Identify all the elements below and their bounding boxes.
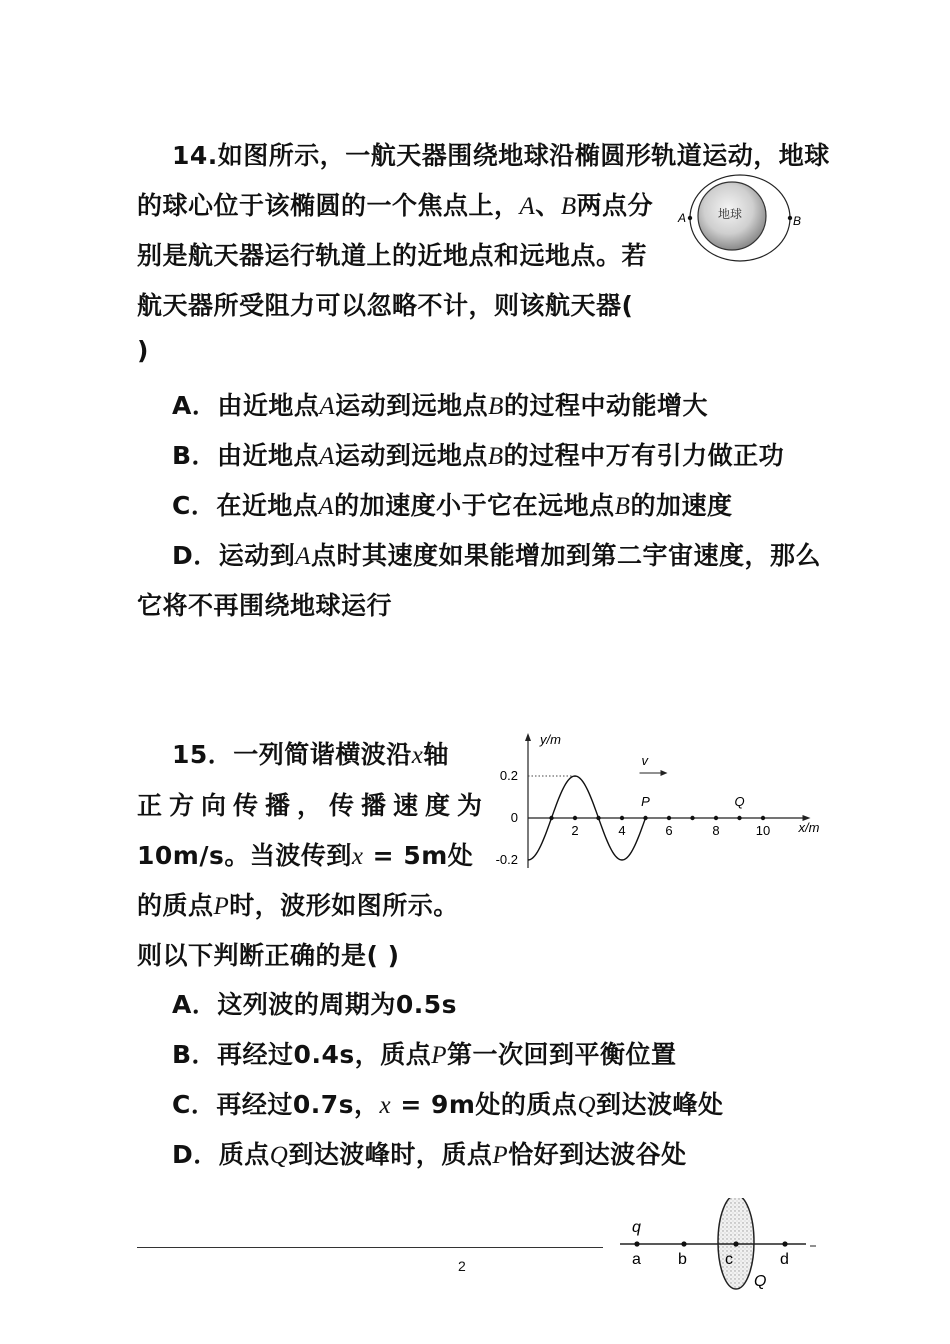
axis-dot: [573, 816, 577, 820]
q15-stem-line4: [137, 886, 459, 922]
option-text: 运动到远地点: [335, 391, 489, 420]
option-var: A: [319, 443, 335, 470]
option-text: A．由近地点: [172, 391, 320, 420]
option-text: C．再经过0.7s，: [172, 1090, 380, 1119]
stem-text: 15．一列简谐横波沿: [172, 740, 412, 769]
wave-chart: [490, 725, 820, 885]
option-var: A: [318, 493, 335, 520]
option-text: 的加速度小于它在远地点: [334, 491, 615, 520]
option-text: D．质点: [172, 1140, 270, 1169]
velocity-label: v: [641, 753, 648, 768]
label-ring-q: Q: [754, 1273, 767, 1290]
x-tick-label: 8: [712, 823, 720, 838]
point-b-dot: [788, 216, 792, 220]
velocity-arrow-head: [661, 770, 668, 776]
q15-option-b: [172, 1035, 677, 1071]
q14-stem-text: 的球心位于该椭圆的一个焦点上，: [137, 191, 520, 220]
stem-var: P: [213, 893, 230, 920]
stem-text: = 5m处: [363, 841, 474, 870]
option-text: 点时其速度如果能增加到第二宇宙速度，那么: [311, 541, 822, 570]
q14-stem-line3: 别是航天器运行轨道上的近地点和远地点。若: [137, 241, 648, 270]
q14-stem-line4: 航天器所受阻力可以忽略不计，则该航天器(: [137, 291, 634, 320]
axis-dot: [714, 816, 718, 820]
option-text: 的加速度: [630, 491, 733, 520]
axis-dot: [667, 816, 671, 820]
page-number: 2: [458, 1258, 466, 1274]
stem-var: x: [351, 843, 364, 870]
point-a-label: A: [677, 211, 687, 225]
option-var: P: [431, 1042, 448, 1069]
label-c: c: [725, 1251, 733, 1268]
option-text: 第一次回到平衡位置: [447, 1040, 677, 1069]
axis-dot: [620, 816, 624, 820]
y-axis-label: y/m: [540, 732, 561, 747]
option-var: B: [614, 493, 631, 520]
y-tick-label: 0.2: [499, 768, 518, 783]
q14-point-b: B: [560, 193, 577, 220]
y-axis-arrow: [525, 733, 531, 741]
q15-stem-line2: 正方向传播，传播速度为: [137, 791, 490, 820]
axis-dot: [690, 816, 694, 820]
x-tick-label: 10: [755, 823, 771, 838]
q15-option-d: [172, 1135, 687, 1171]
stem-text: 的质点: [137, 891, 214, 920]
label-q: q: [632, 1219, 641, 1236]
label-a: a: [632, 1251, 641, 1268]
option-text: B．由近地点: [172, 441, 320, 470]
option-var: B: [488, 393, 504, 420]
option-var: Q: [269, 1142, 289, 1169]
option-text: C．在近地点: [172, 491, 319, 520]
option-text: 的过程中万有引力做正功: [503, 441, 785, 470]
q14-separator: 、: [535, 191, 561, 220]
option-var: P: [492, 1142, 509, 1169]
q15-option-a: A．这列波的周期为0.5s: [172, 990, 458, 1019]
x-tick-label: 6: [665, 823, 673, 838]
label-b: b: [678, 1251, 687, 1268]
point-c: [733, 1241, 738, 1246]
option-text: B．再经过0.4s，质点: [172, 1040, 432, 1069]
option-text: 运动到远地点: [334, 441, 488, 470]
y-tick-label: -0.2: [495, 852, 518, 867]
charge-line-figure: [610, 1198, 820, 1293]
point-b: [681, 1241, 686, 1246]
q14-stem-line5: ): [137, 336, 149, 365]
option-text: 的过程中动能增大: [503, 391, 708, 420]
point-d: [782, 1241, 787, 1246]
q14-option-a: [172, 386, 708, 422]
stem-text: 轴: [423, 740, 449, 769]
q15-stem-line5: 则以下判断正确的是( ): [137, 941, 400, 970]
option-text: 到达波峰处: [596, 1090, 724, 1119]
q14-option-d: [172, 536, 821, 572]
stem-text: 时，波形如图所示。: [229, 891, 459, 920]
stem-text: 10m/s。当波传到: [137, 841, 352, 870]
q15-stem-line1: [172, 735, 449, 771]
axis-dot: [737, 816, 741, 820]
earth-label: 地球: [717, 207, 743, 221]
x-tick-label: 4: [618, 823, 626, 838]
point-a-dot: [688, 216, 692, 220]
option-var: A: [295, 543, 312, 570]
q14-point-a: A: [519, 193, 536, 220]
q14-stem-line1: 14.如图所示，一航天器围绕地球沿椭圆形轨道运动，地球: [172, 141, 830, 170]
q14-option-c: [172, 486, 732, 522]
option-var: Q: [577, 1092, 596, 1119]
option-var: x: [379, 1092, 392, 1119]
point-b-label: B: [792, 214, 802, 228]
stem-var: x: [411, 742, 424, 769]
x-tick-label: 2: [571, 823, 579, 838]
orbit-figure: [676, 172, 806, 264]
footer-rule: [137, 1247, 603, 1248]
x-axis-label: x/m: [798, 820, 820, 835]
q14-stem-text: 两点分: [576, 191, 654, 220]
q14-stem-line2: [137, 186, 653, 222]
y-tick-label: 0: [510, 810, 518, 825]
option-var: B: [487, 443, 504, 470]
option-text: D．运动到: [172, 541, 296, 570]
option-text: 恰好到达波谷处: [508, 1140, 687, 1169]
q14-option-d-line2: 它将不再围绕地球运行: [137, 591, 393, 620]
option-text: = 9m处的质点: [391, 1090, 578, 1119]
q15-option-c: [172, 1085, 724, 1121]
q15-stem-line3: [137, 836, 473, 872]
option-text: 到达波峰时，质点: [288, 1140, 493, 1169]
point-label-q: Q: [734, 794, 745, 809]
q14-option-b: [172, 436, 784, 472]
point-label-p: P: [641, 794, 650, 809]
label-d: d: [780, 1251, 789, 1268]
point-a: [634, 1241, 639, 1246]
axis-dot: [761, 816, 765, 820]
option-var: A: [319, 393, 336, 420]
